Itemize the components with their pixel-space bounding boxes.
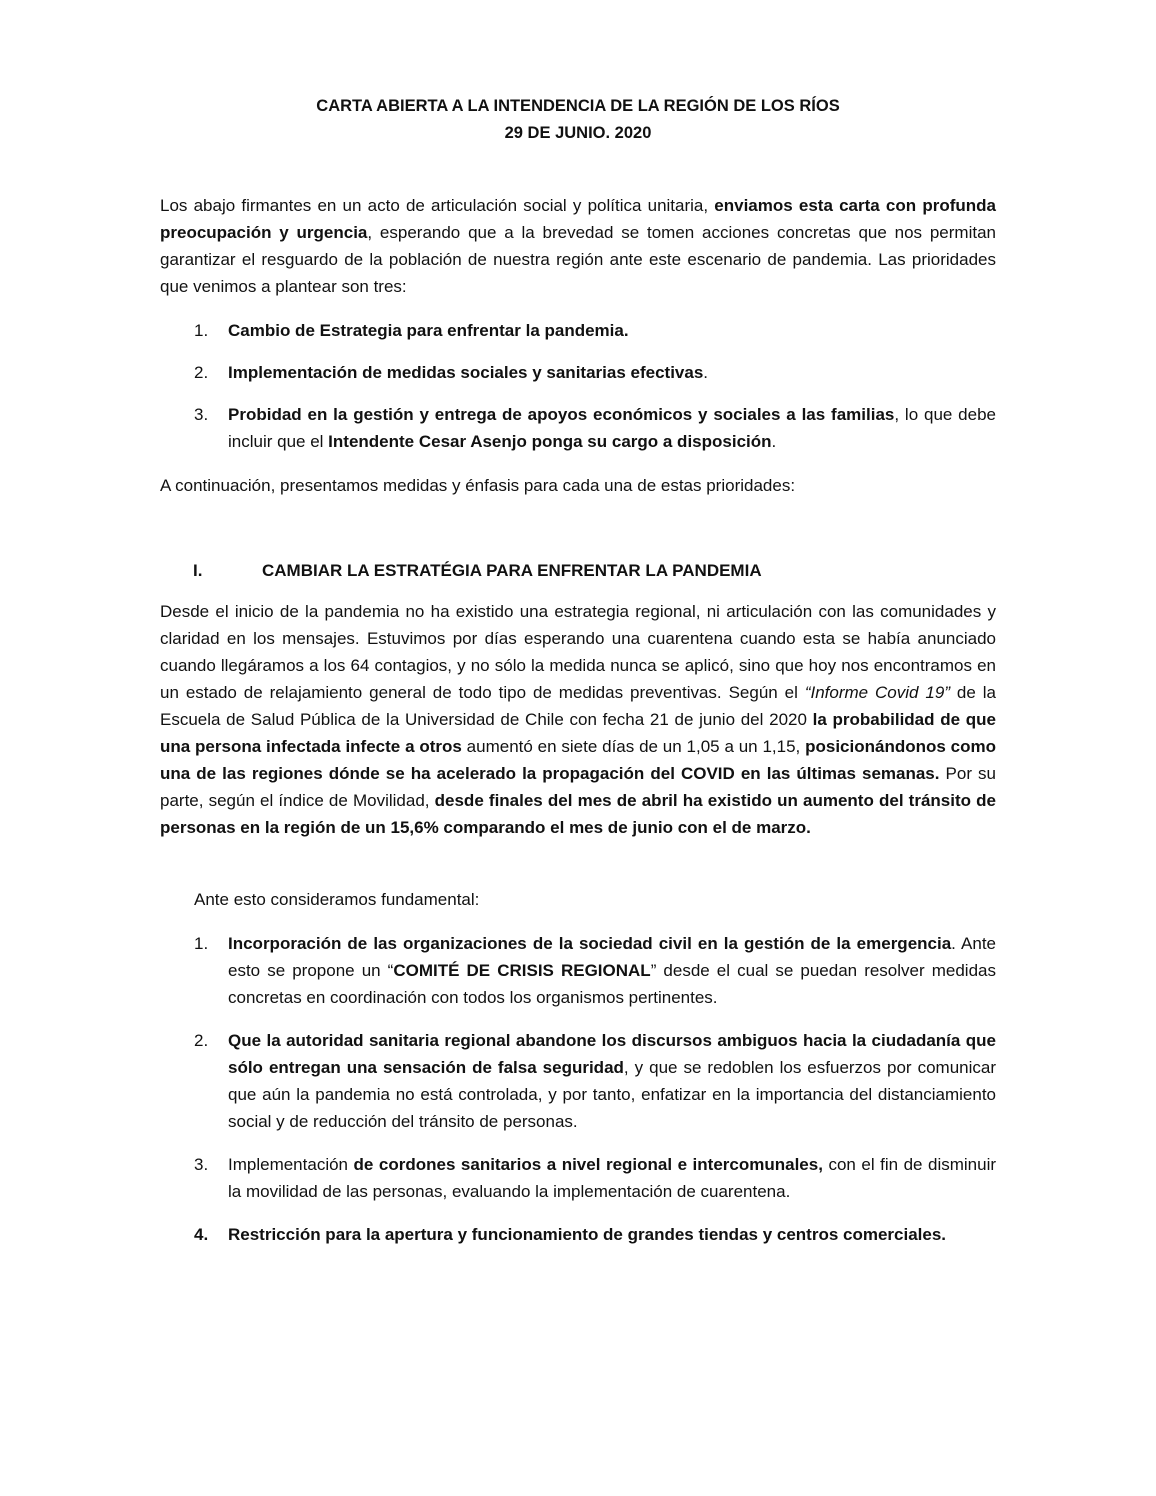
section-1-heading: CAMBIAR LA ESTRATÉGIA PARA ENFRENTAR LA PANDEMIA xyxy=(262,561,762,580)
intro-paragraph xyxy=(160,192,996,300)
priority-3-text xyxy=(228,401,996,455)
continuation-paragraph: A continuación, presentamos medidas y énfasis para cada una de estas prioridades: xyxy=(160,476,796,495)
measure-1-text-b: . Ante esto se propone un “ xyxy=(228,934,996,980)
priority-3-text-d: . xyxy=(771,432,777,451)
measure-2-text xyxy=(228,1027,996,1135)
measure-2-number: 2. xyxy=(194,1031,209,1050)
section-1-bold-d: la probabilidad de que una persona infectada infecte a otros xyxy=(160,710,996,756)
section-1-paragraph xyxy=(160,598,996,841)
measure-1-bold-a: Incorporación de las organizaciones de la sociedad civil en la gestión de la emergencia xyxy=(228,934,952,953)
section-1-text-e: aumentó en siete días de un 1,05 a un 1,15, xyxy=(461,737,806,756)
measure-4-text xyxy=(228,1221,996,1248)
priority-2-bold: Implementación de medidas sociales y sanitarias efectivas xyxy=(228,363,704,382)
priority-3-number: 3. xyxy=(194,405,209,424)
measure-2-bold-a: Que la autoridad sanitaria regional abandone los discursos ambiguos hacia la ciudadanía que sólo entregan una sensación de falsa seguridad xyxy=(228,1031,996,1077)
measure-1-text xyxy=(228,930,996,1011)
measure-4-number: 4. xyxy=(194,1225,209,1244)
measure-3-text xyxy=(228,1151,996,1205)
priority-3-bold-c: Intendente Cesar Asenjo ponga su cargo a disposición xyxy=(328,432,772,451)
section-1-text-a: Desde el inicio de la pandemia no ha existido una estrategia regional, ni articulación con las comunidades y claridad en los mensajes. Estuvimos por días esperando una cuarentena cuando esta se había anunciado cuando llegáramos a los 64 contagios, y no sólo la medida nunca se aplicó, sino que hoy nos encontramos en un estado de relajamiento general de todo tipo de medidas preventivas. Según el xyxy=(160,602,996,702)
section-1-number: I. xyxy=(193,561,203,580)
priority-2-text xyxy=(228,359,996,386)
priority-3-bold-a: Probidad en la gestión y entrega de apoyos económicos y sociales a las familias xyxy=(228,405,895,424)
priority-1-bold: Cambio de Estrategia para enfrentar la pandemia. xyxy=(228,321,629,340)
section-1-bold-f: posicionándonos como una de las regiones dónde se ha acelerado la propagación del COVID en las últimas semanas. xyxy=(160,737,996,783)
measure-1-bold-committee: COMITÉ DE CRISIS REGIONAL xyxy=(393,961,651,980)
measure-1-number: 1. xyxy=(194,934,209,953)
section-1-bold-h: desde finales del mes de abril ha existido un aumento del tránsito de personas en la región de un 15,6% comparando el mes de junio con el de marzo. xyxy=(160,791,996,837)
section-1-text-g: Por su parte, según el índice de Movilidad, xyxy=(160,764,996,810)
measure-4-bold: Restricción para la apertura y funcionamiento de grandes tiendas y centros comerciales. xyxy=(228,1225,947,1244)
priority-3-text-b: , lo que debe incluir que el xyxy=(228,405,996,451)
intro-text-a: Los abajo firmantes en un acto de articulación social y política unitaria, xyxy=(160,196,715,215)
measure-3-number: 3. xyxy=(194,1155,209,1174)
measure-3-text-a: Implementación xyxy=(228,1155,354,1174)
measure-3-text-c: con el fin de disminuir la movilidad de las personas, evaluando la implementación de cuarentena. xyxy=(228,1155,997,1201)
measure-2-text-b: , y que se redoblen los esfuerzos por comunicar que aún la pandemia no está controlada, y por tanto, enfatizar en la importancia del distanciamiento social y de reducción del tránsito de personas. xyxy=(228,1058,996,1131)
intro-text-bold: enviamos esta carta con profunda preocupación y urgencia xyxy=(160,196,996,242)
title-line-1: CARTA ABIERTA A LA INTENDENCIA DE LA REGIÓN DE LOS RÍOS xyxy=(316,97,840,115)
priority-2-number: 2. xyxy=(194,363,209,382)
section-1-lead: Ante esto consideramos fundamental: xyxy=(194,890,480,909)
intro-text-c: , esperando que a la brevedad se tomen acciones concretas que nos permitan garantizar el resguardo de la población de nuestra región ante este escenario de pandemia. Las prioridades que venimos a plantear son tres: xyxy=(160,223,996,296)
letter-title xyxy=(160,93,996,147)
measure-3-bold-b: de cordones sanitarios a nivel regional e intercomunales, xyxy=(353,1155,823,1174)
priority-1-number: 1. xyxy=(194,321,209,340)
section-1-text-c: de la Escuela de Salud Pública de la Universidad de Chile con fecha 21 de junio del 2020 xyxy=(160,683,996,729)
section-1-italic-report: “Informe Covid 19” xyxy=(804,683,950,702)
priority-1-text xyxy=(228,317,996,344)
priority-2-end: . xyxy=(703,363,709,382)
title-line-2: 29 DE JUNIO. 2020 xyxy=(504,124,652,142)
measure-1-text-d: ” desde el cual se puedan resolver medidas concretas en coordinación con todos los organismos pertinentes. xyxy=(228,961,996,1007)
